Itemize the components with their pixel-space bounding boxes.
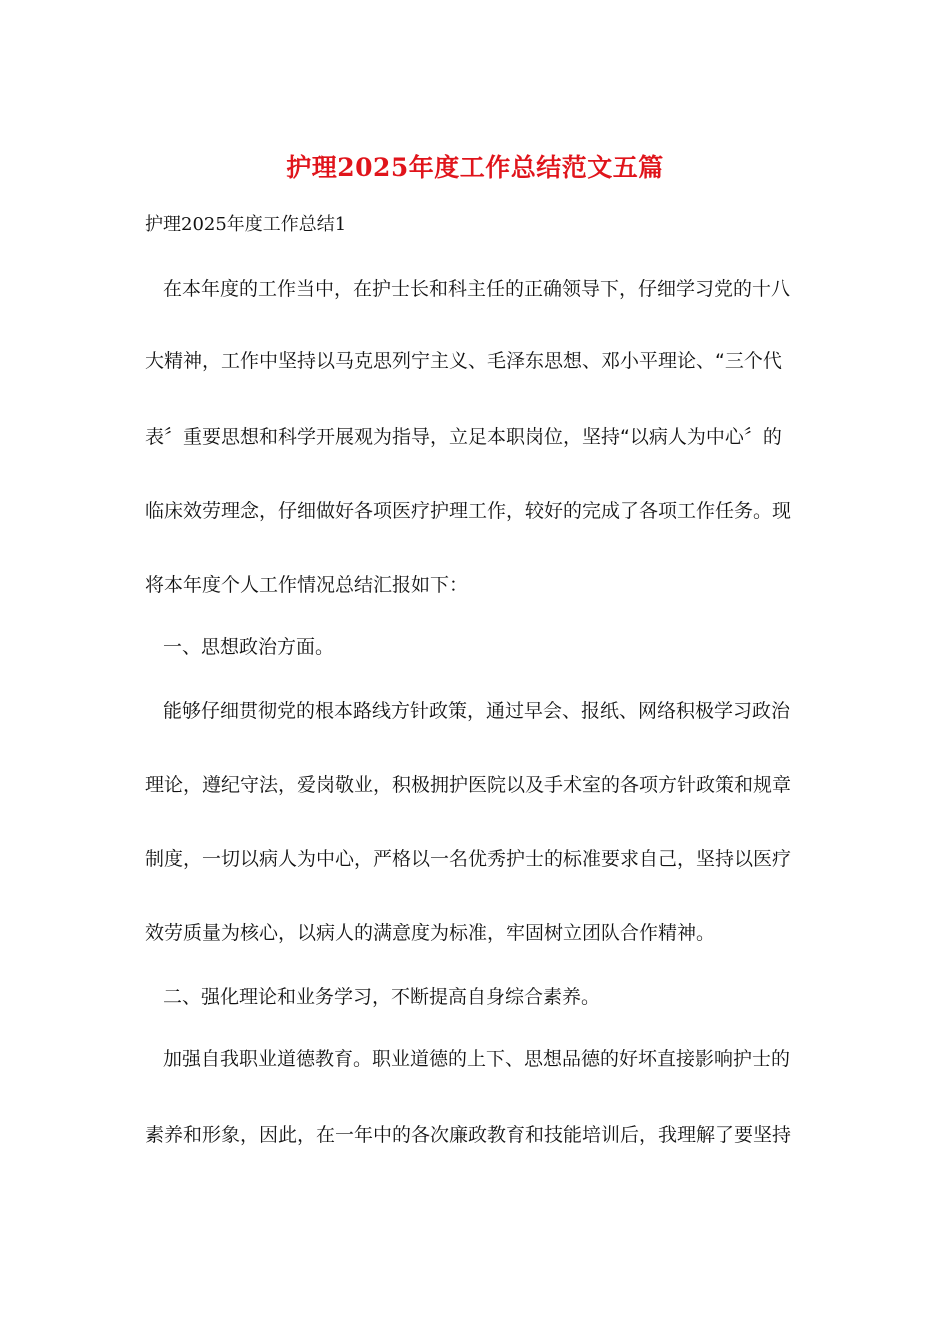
paragraph-line: 将本年度个人工作情况总结汇报如下： <box>145 574 469 596</box>
paragraph-line: 效劳质量为核心，以病人的满意度为标准，牢固树立团队合作精神。 <box>145 922 716 944</box>
document-title: 护理2025年度工作总结范文五篇 <box>286 153 664 182</box>
paragraph-line: 素养和形象，因此，在一年中的各次廉政教育和技能培训后，我理解了要坚持 <box>145 1124 792 1146</box>
paragraph-line: 能够仔细贯彻党的根本路线方针政策，通过早会、报纸、网络积极学习政治 <box>163 700 791 722</box>
paragraph-line: 理论，遵纪守法，爱岗敬业，积极拥护医院以及手术室的各项方针政策和规章 <box>145 774 792 796</box>
section-heading: 护理2025年度工作总结1 <box>145 214 347 235</box>
paragraph-line: 制度，一切以病人为中心，严格以一名优秀护士的标准要求自己，坚持以医疗 <box>145 848 792 870</box>
paragraph-line: 大精神，工作中坚持以马克思列宁主义、毛泽东思想、邓小平理论、“三个代 <box>145 350 782 372</box>
paragraph-line: 加强自我职业道德教育。职业道德的上下、思想品德的好坏直接影响护士的 <box>163 1048 791 1070</box>
paragraph-line: 临床效劳理念，仔细做好各项医疗护理工作，较好的完成了各项工作任务。现 <box>145 500 792 522</box>
paragraph-line: 表〞重要思想和科学开展观为指导，立足本职岗位，坚持“以病人为中心〞的 <box>145 426 782 448</box>
paragraph-line: 在本年度的工作当中，在护士长和科主任的正确领导下，仔细学习党的十八 <box>163 278 791 300</box>
section-heading-line: 二、强化理论和业务学习，不断提高自身综合素养。 <box>163 986 601 1008</box>
section-heading-line: 一、思想政治方面。 <box>163 636 335 658</box>
